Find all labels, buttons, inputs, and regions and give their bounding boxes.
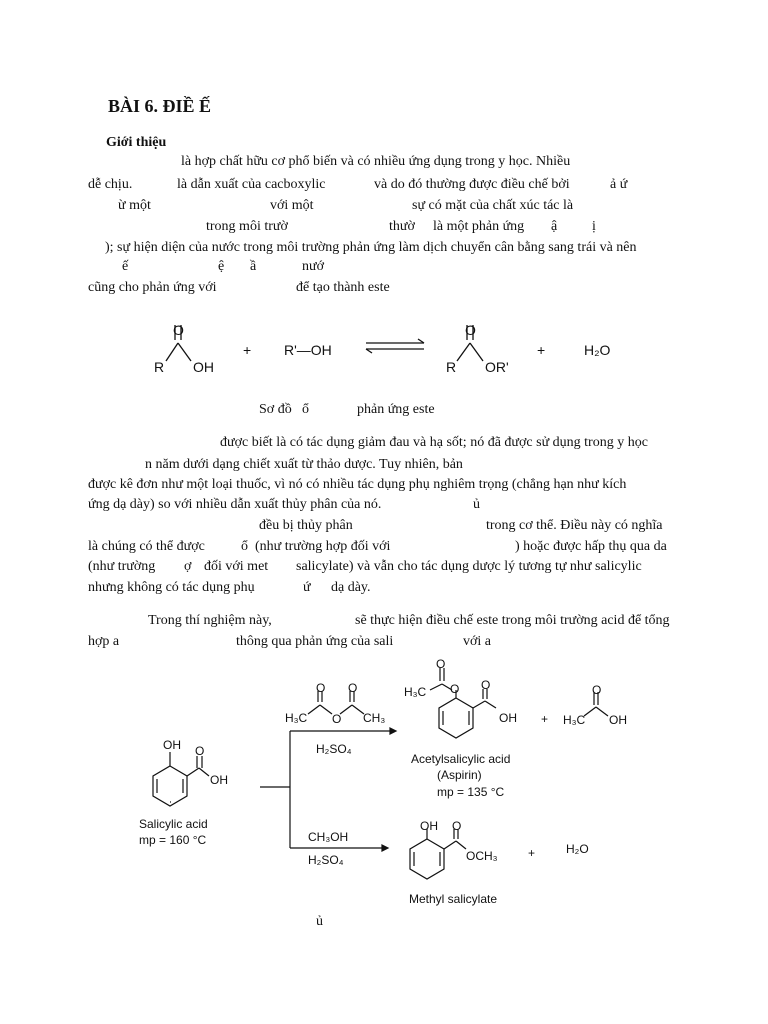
para1-fragment: dễ chịu.: [88, 177, 133, 192]
salicylic-carbonyl-o: O: [195, 744, 205, 758]
anhydride-h3c: H₃C: [285, 711, 308, 725]
salicylic-acid-oh: OH: [210, 773, 228, 787]
salicylic-name: Salicylic acid: [139, 817, 208, 831]
water-formula: H₂O: [566, 842, 589, 856]
para2-fragment: ) hoặc được hấp thụ qua da: [515, 539, 667, 554]
para2-line: được biết là có tác dụng giảm đau và hạ sốt; nó đã được sử dụng trong y học: [220, 435, 648, 450]
methyl-och3: OCH₃: [466, 849, 498, 863]
para1-fragment: ế: [122, 259, 129, 274]
para3-fragment: với a: [463, 634, 492, 649]
anhydride-bridge-o: O: [332, 712, 342, 726]
acetic-o: O: [592, 683, 602, 697]
salicylic-oh: OH: [163, 738, 181, 752]
para1-fragment: với một: [270, 198, 314, 213]
para2-fragment: salicylate) và vẫn cho tác dụng dược lý tương tự như salicylic: [296, 559, 642, 574]
para1-fragment: là dẫn xuất của cacboxylic: [177, 177, 326, 192]
para3-fragment: Trong thí nghiệm này,: [148, 613, 272, 628]
aspirin-oh: OH: [499, 711, 517, 725]
aspirin-alt-name: (Aspirin): [437, 768, 482, 782]
aspirin-ester-o: O: [450, 682, 460, 696]
acid-oh: OH: [193, 359, 214, 375]
methyl-carbonyl-o: O: [452, 819, 462, 833]
para1-fragment: ầ: [250, 259, 257, 274]
para1-fragment: là một phản ứng: [433, 219, 525, 234]
para2-fragment: đối với met: [204, 559, 269, 574]
scheme-caption: phản ứng este: [357, 402, 435, 417]
para2-fragment: dạ dày.: [331, 580, 371, 595]
scheme-caption: ổ: [302, 402, 309, 417]
para3-fragment: thông qua phản ứng của sali: [236, 634, 394, 649]
aspirin-h3c: H₃C: [404, 685, 427, 699]
intro-heading: Giới thiệu: [106, 135, 167, 150]
para2-line: ứng dạ dày) so với nhiều dẫn xuất thủy phân của nó.: [88, 497, 382, 512]
para2-fragment: ứ: [303, 580, 311, 595]
acid-carbonyl-o: O: [173, 322, 184, 338]
scheme-caption: Sơ đồ: [259, 402, 292, 417]
ester-or: OR': [485, 359, 509, 375]
para2-fragment: trong cơ thể. Điều này có nghĩa: [486, 518, 663, 533]
salicylic-mp: mp = 160 °C: [139, 833, 207, 847]
para1-fragment: để tạo thành este: [296, 280, 390, 295]
anhydride-ch3: CH₃: [363, 711, 386, 725]
para2-fragment: (như trường: [88, 559, 156, 574]
water-formula: H₂O: [584, 342, 611, 358]
para2-fragment: ủ: [473, 497, 480, 512]
para2-fragment: ổ: [241, 539, 248, 554]
para2-fragment: ợ: [184, 559, 192, 574]
anhydride-o: O: [348, 681, 358, 695]
para1-line1: là hợp chất hữu cơ phổ biến và có nhiều ứng dụng trong y học. Nhiều: [181, 154, 571, 169]
para1-fragment: sự có mặt của chất xúc tác là: [412, 198, 574, 213]
para1-fragment: ậ: [551, 219, 558, 234]
acetic-h3c: H₃C: [563, 713, 586, 727]
methyl-name: Methyl salicylate: [409, 892, 498, 906]
anhydride-o: O: [316, 681, 326, 695]
para1-fragment: cũng cho phản ứng với: [88, 280, 217, 295]
para2-fragment: nhưng không có tác dụng phụ: [88, 580, 255, 595]
para1-fragment: trong môi trườ: [206, 219, 288, 234]
methanol-label: CH₃OH: [308, 830, 349, 844]
para1-fragment: thườ: [389, 219, 415, 234]
para1-fragment: ả ứ: [610, 177, 628, 192]
aspirin-name: Acetylsalicylic acid: [411, 752, 511, 766]
para3-fragment: hợp a: [88, 634, 120, 649]
footer-fragment: ủ: [316, 914, 323, 929]
acid-r-group: R: [154, 359, 165, 375]
ester-carbonyl-o: O: [465, 322, 476, 338]
para3-fragment: sẽ thực hiện điều chế este trong môi trường acid để tổng: [355, 613, 670, 628]
plus-sign: +: [537, 342, 546, 358]
aspirin-acid-o: O: [481, 678, 491, 692]
acetic-oh: OH: [609, 713, 627, 727]
plus-sign: +: [243, 342, 252, 358]
catalyst-label-2: H₂SO₄: [308, 853, 344, 867]
para1-fragment: nướ: [302, 259, 324, 274]
para2-line: n năm dưới dạng chiết xuất từ thảo dược. Tuy nhiên, bản: [145, 457, 463, 472]
ester-r-group: R: [446, 359, 457, 375]
para2-fragment: đều bị thủy phân: [259, 518, 353, 533]
aspirin-carbonyl-o: O: [436, 657, 446, 671]
para2-line: được kê đơn như một loại thuốc, vì nó có nhiều tác dụng phụ nghiêm trọng (chẳng hạn như kích: [88, 477, 627, 492]
aspirin-mp: mp = 135 °C: [437, 785, 505, 799]
para1-fragment: ệ: [218, 259, 225, 274]
alcohol-formula: R'—OH: [284, 342, 332, 358]
para2-fragment: (như trường hợp đối với: [255, 539, 391, 554]
methyl-oh: OH: [420, 819, 438, 833]
plus-sign: +: [541, 712, 549, 726]
para2-fragment: là chúng có thể được: [88, 539, 205, 554]
para1-fragment: ừ một: [118, 198, 151, 213]
catalyst-label: H₂SO₄: [316, 742, 352, 756]
para1-line: ); sự hiện diện của nước trong môi trường phản ứng làm dịch chuyển cân bằng sang trái và nên: [105, 240, 637, 255]
plus-sign: +: [528, 846, 536, 860]
para1-fragment: ị: [592, 219, 596, 234]
para1-fragment: và do đó thường được điều chế bởi: [374, 177, 570, 192]
lab-title: BÀI 6. ĐIỀ Ế: [108, 96, 212, 116]
